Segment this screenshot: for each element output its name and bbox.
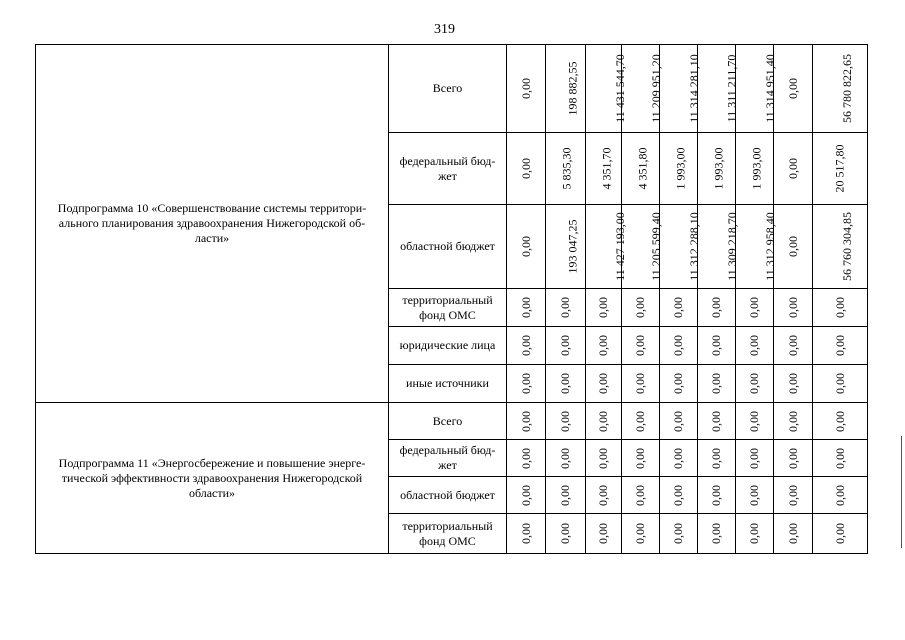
amount-value: 11 431 544,70 (612, 54, 627, 123)
amount-value: 1 993,00 (749, 147, 764, 190)
amount-cell (586, 327, 622, 365)
amount-cell (546, 45, 586, 133)
amount-value: 0,00 (709, 523, 723, 544)
amount-cell (774, 45, 813, 133)
amount-value: 4 351,70 (599, 147, 614, 190)
amount-value: 0,00 (747, 297, 761, 318)
amount-value: 0,00 (518, 410, 533, 432)
amount-cell (813, 365, 868, 403)
amount-value: 0,00 (518, 484, 533, 506)
amount-value: 5 835,30 (559, 147, 574, 190)
amount-cell (813, 45, 868, 133)
amount-value: 11 312 958,40 (762, 212, 777, 281)
amount-value: 11 427 193,00 (612, 212, 627, 281)
amount-cell (507, 440, 546, 477)
amount-cell (546, 440, 586, 477)
amount-value: 0,00 (596, 523, 610, 544)
amount-cell (507, 205, 546, 289)
amount-cell (774, 514, 813, 554)
amount-value: 0,00 (832, 410, 847, 432)
amount-cell (586, 365, 622, 403)
table-body (36, 45, 868, 554)
amount-cell (736, 477, 774, 514)
amount-cell (813, 289, 868, 327)
funding-source: Всего (389, 403, 507, 440)
amount-cell (586, 45, 627, 133)
amount-cell (774, 327, 813, 365)
amount-cell (698, 514, 736, 554)
amount-cell (507, 133, 546, 205)
amount-cell (586, 440, 622, 477)
amount-cell (660, 477, 698, 514)
amount-value: 0,00 (596, 335, 610, 356)
amount-cell (586, 205, 627, 289)
amount-cell (622, 365, 660, 403)
amount-cell (774, 403, 813, 440)
amount-cell (660, 327, 698, 365)
amount-value: 0,00 (785, 410, 800, 432)
amount-cell (622, 440, 660, 477)
amount-value: 0,00 (832, 447, 847, 469)
amount-cell (507, 403, 546, 440)
amount-cell (586, 477, 622, 514)
amount-cell (774, 133, 813, 205)
amount-cell (660, 45, 701, 133)
amount-cell (813, 327, 868, 365)
amount-value: 0,00 (633, 373, 647, 394)
amount-value: 0,00 (558, 484, 572, 506)
amount-value: 0,00 (558, 373, 572, 394)
amount-value: 0,00 (709, 297, 723, 318)
budget-table (35, 44, 868, 554)
amount-value: 0,00 (832, 297, 847, 318)
amount-cell (698, 133, 736, 205)
amount-value: 0,00 (633, 410, 647, 432)
amount-value: 11 209 951,20 (648, 54, 663, 123)
amount-cell (813, 514, 868, 554)
page-number: 319 (434, 22, 455, 37)
amount-value: 0,00 (518, 447, 533, 469)
amount-cell (698, 327, 736, 365)
funding-source: областной бюджет (389, 477, 507, 514)
amount-value: 0,00 (671, 523, 685, 544)
funding-source: юридические лица (389, 327, 507, 365)
amount-cell (622, 477, 660, 514)
amount-cell (736, 205, 777, 289)
amount-cell (546, 365, 586, 403)
amount-value: 0,00 (785, 373, 800, 394)
amount-cell (507, 514, 546, 554)
amount-value: 0,00 (596, 410, 610, 432)
amount-value: 0,00 (671, 484, 685, 506)
funding-source: федеральный бюд-жет (389, 440, 507, 477)
amount-value: 0,00 (747, 484, 761, 506)
amount-value: 0,00 (709, 373, 723, 394)
amount-cell (507, 45, 546, 133)
amount-value: 0,00 (558, 297, 572, 318)
amount-cell (698, 440, 736, 477)
amount-cell (698, 477, 736, 514)
amount-value: 0,00 (709, 447, 723, 469)
amount-cell (622, 133, 660, 205)
program-title: Подпрограмма 11 «Энергосбережение и повышение энерге-тической эффективности здравоохранения Нижегородской области» (36, 403, 389, 554)
amount-cell (698, 205, 739, 289)
amount-value: 0,00 (747, 410, 761, 432)
amount-cell (507, 289, 546, 327)
amount-cell (736, 289, 774, 327)
amount-value: 11 205 599,40 (648, 212, 663, 281)
funding-source: территориальный фонд ОМС (389, 289, 507, 327)
amount-cell (736, 440, 774, 477)
amount-value: 0,00 (518, 523, 533, 544)
amount-cell (507, 365, 546, 403)
amount-value: 20 517,80 (832, 144, 847, 193)
amount-cell (813, 403, 868, 440)
program-title: Подпрограмма 10 «Совершенствование системы территори-ального планирования здравоохранения Нижегородской об-ласти» (36, 45, 389, 403)
amount-value: 0,00 (785, 297, 800, 318)
amount-value: 0,00 (633, 523, 647, 544)
amount-value: 0,00 (709, 484, 723, 506)
amount-cell (546, 205, 586, 289)
amount-value: 0,00 (596, 297, 610, 318)
amount-value: 0,00 (709, 335, 723, 356)
funding-source: Всего (389, 45, 507, 133)
amount-value: 0,00 (633, 484, 647, 506)
amount-cell (813, 205, 868, 289)
amount-value: 0,00 (785, 523, 800, 544)
amount-cell (774, 365, 813, 403)
amount-cell (660, 514, 698, 554)
amount-cell (698, 403, 736, 440)
amount-value: 0,00 (558, 447, 572, 469)
amount-value: 0,00 (785, 78, 800, 99)
amount-value: 0,00 (671, 373, 685, 394)
amount-value: 0,00 (518, 236, 533, 257)
amount-value: 0,00 (832, 335, 847, 356)
amount-cell (660, 440, 698, 477)
amount-cell (736, 514, 774, 554)
amount-cell (736, 365, 774, 403)
amount-value: 0,00 (747, 447, 761, 469)
amount-value: 0,00 (518, 373, 533, 394)
amount-value: 0,00 (671, 335, 685, 356)
amount-value: 198 882,55 (565, 61, 580, 116)
amount-value: 0,00 (633, 447, 647, 469)
amount-value: 0,00 (633, 297, 647, 318)
amount-value: 0,00 (747, 335, 761, 356)
amount-cell (622, 289, 660, 327)
amount-value: 0,00 (709, 410, 723, 432)
amount-cell (736, 327, 774, 365)
amount-value: 4 351,80 (635, 147, 650, 190)
amount-cell (736, 45, 777, 133)
amount-cell (507, 327, 546, 365)
amount-cell (698, 289, 736, 327)
amount-value: 11 314 951,40 (762, 54, 777, 123)
amount-cell (813, 440, 868, 477)
amount-value: 11 309 218,70 (724, 212, 739, 281)
amount-value: 0,00 (832, 484, 847, 506)
amount-cell (546, 289, 586, 327)
table-row (36, 403, 868, 440)
amount-value: 0,00 (785, 447, 800, 469)
amount-value: 56 780 822,65 (840, 54, 854, 123)
amount-cell (546, 403, 586, 440)
scan-edge-line (901, 436, 902, 548)
amount-value: 0,00 (518, 335, 533, 356)
amount-value: 11 314 281,10 (686, 54, 701, 123)
amount-cell (586, 289, 622, 327)
amount-cell (586, 514, 622, 554)
funding-source: областной бюджет (389, 205, 507, 289)
amount-value: 193 047,25 (565, 219, 580, 274)
amount-value: 0,00 (747, 373, 761, 394)
amount-cell (813, 477, 868, 514)
amount-value: 1 993,00 (673, 147, 688, 190)
amount-cell (586, 133, 622, 205)
amount-cell (546, 514, 586, 554)
amount-value: 0,00 (558, 335, 572, 356)
amount-cell (774, 440, 813, 477)
amount-value: 56 760 304,85 (840, 212, 854, 281)
amount-value: 0,00 (785, 335, 800, 356)
amount-cell (660, 289, 698, 327)
amount-cell (622, 327, 660, 365)
amount-cell (546, 327, 586, 365)
amount-cell (660, 133, 698, 205)
funding-source: иные источники (389, 365, 507, 403)
amount-value: 0,00 (558, 523, 572, 544)
amount-value: 0,00 (785, 158, 800, 179)
amount-value: 0,00 (785, 484, 800, 506)
amount-value: 0,00 (633, 335, 647, 356)
amount-cell (660, 205, 701, 289)
amount-cell (622, 514, 660, 554)
amount-cell (660, 365, 698, 403)
amount-value: 0,00 (596, 484, 610, 506)
amount-cell (736, 133, 774, 205)
amount-value: 0,00 (596, 447, 610, 469)
amount-cell (546, 133, 586, 205)
amount-cell (774, 477, 813, 514)
amount-value: 0,00 (671, 297, 685, 318)
amount-value: 0,00 (518, 297, 533, 318)
amount-value: 0,00 (518, 78, 533, 99)
amount-value: 11 312 288,10 (686, 212, 701, 281)
amount-cell (586, 403, 622, 440)
amount-value: 0,00 (518, 158, 533, 179)
amount-value: 0,00 (596, 373, 610, 394)
amount-value: 0,00 (832, 373, 847, 394)
amount-cell (507, 477, 546, 514)
amount-cell (698, 365, 736, 403)
amount-value: 0,00 (558, 410, 572, 432)
amount-cell (736, 403, 774, 440)
amount-value: 0,00 (832, 523, 847, 544)
amount-value: 11 311 211,70 (724, 54, 739, 123)
amount-cell (813, 133, 868, 205)
amount-value: 1 993,00 (711, 147, 726, 190)
funding-source: территориальный фонд ОМС (389, 514, 507, 554)
amount-cell (774, 205, 813, 289)
amount-cell (622, 403, 660, 440)
amount-value: 0,00 (785, 236, 800, 257)
table-row (36, 45, 868, 133)
amount-value: 0,00 (671, 447, 685, 469)
amount-value: 0,00 (671, 410, 685, 432)
funding-source: федеральный бюд-жет (389, 133, 507, 205)
amount-value: 0,00 (747, 523, 761, 544)
amount-cell (698, 45, 739, 133)
amount-cell (660, 403, 698, 440)
amount-cell (546, 477, 586, 514)
amount-cell (774, 289, 813, 327)
